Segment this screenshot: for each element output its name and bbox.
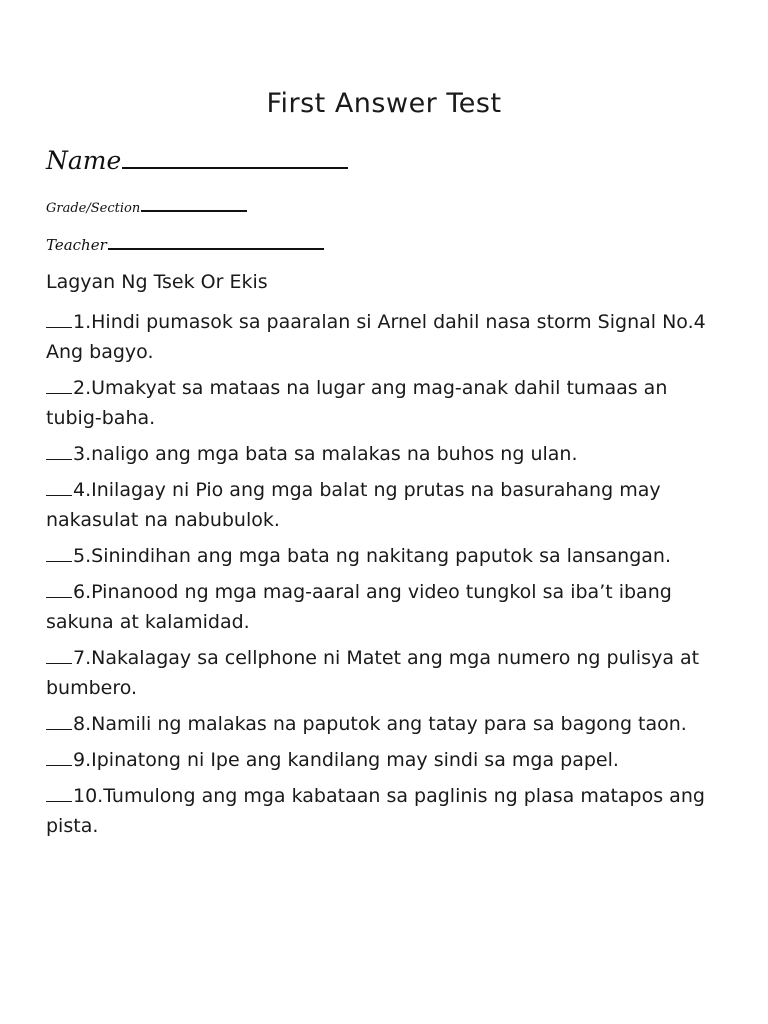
answer-blank[interactable]: [46, 375, 72, 394]
question-text: 4.Inilagay ni Pio ang mga balat ng prutas na basurahang may nakasulat na nabubulok.: [46, 479, 661, 531]
question-text: 10.Tumulong ang mga kabataan sa paglinis ng plasa matapos ang pista.: [46, 785, 705, 837]
answer-blank[interactable]: [46, 543, 72, 562]
answer-blank[interactable]: [46, 579, 72, 598]
question-item: [46, 709, 726, 739]
teacher-field[interactable]: [46, 234, 324, 254]
instructions: Lagyan Ng Tsek Or Ekis: [46, 271, 268, 293]
question-text: 9.Ipinatong ni Ipe ang kandilang may sindi sa mga papel.: [73, 749, 619, 771]
teacher-label: Teacher: [46, 236, 107, 254]
grade-section-label: Grade/Section: [46, 201, 141, 216]
answer-blank[interactable]: [46, 309, 72, 328]
answer-blank[interactable]: [46, 645, 72, 664]
answer-blank[interactable]: [46, 441, 72, 460]
question-text: 6.Pinanood ng mga mag-aaral ang video tungkol sa iba’t ibang sakuna at kalamidad.: [46, 581, 672, 633]
question-item: [46, 541, 726, 571]
answer-blank[interactable]: [46, 477, 72, 496]
question-text: 1.Hindi pumasok sa paaralan si Arnel dahil nasa storm Signal No.4 Ang bagyo.: [46, 311, 706, 363]
question-item: [46, 577, 726, 637]
question-text: 2.Umakyat sa mataas na lugar ang mag-anak dahil tumaas an tubig-baha.: [46, 377, 668, 429]
teacher-blank-line[interactable]: [108, 234, 324, 250]
answer-blank[interactable]: [46, 747, 72, 766]
question-item: [46, 745, 726, 775]
page-title: First Answer Test: [266, 88, 502, 119]
question-item: [46, 439, 726, 469]
name-label: Name: [46, 146, 122, 175]
question-item: [46, 373, 726, 433]
grade-section-field[interactable]: [46, 198, 247, 216]
answer-blank[interactable]: [46, 783, 72, 802]
question-text: 8.Namili ng malakas na paputok ang tatay para sa bagong taon.: [73, 713, 687, 735]
question-text: 3.naligo ang mga bata sa malakas na buhos ng ulan.: [73, 443, 578, 465]
question-text: 5.Sinindihan ang mga bata ng nakitang paputok sa lansangan.: [73, 545, 671, 567]
grade-section-blank-line[interactable]: [141, 198, 247, 212]
question-item: [46, 475, 726, 535]
name-blank-line[interactable]: [122, 147, 348, 169]
question-text: 7.Nakalagay sa cellphone ni Matet ang mga numero ng pulisya at bumbero.: [46, 647, 700, 699]
question-item: [46, 307, 726, 367]
answer-blank[interactable]: [46, 711, 72, 730]
question-item: [46, 643, 726, 703]
question-item: [46, 781, 726, 841]
name-field[interactable]: [46, 146, 348, 175]
question-list: [46, 307, 726, 847]
